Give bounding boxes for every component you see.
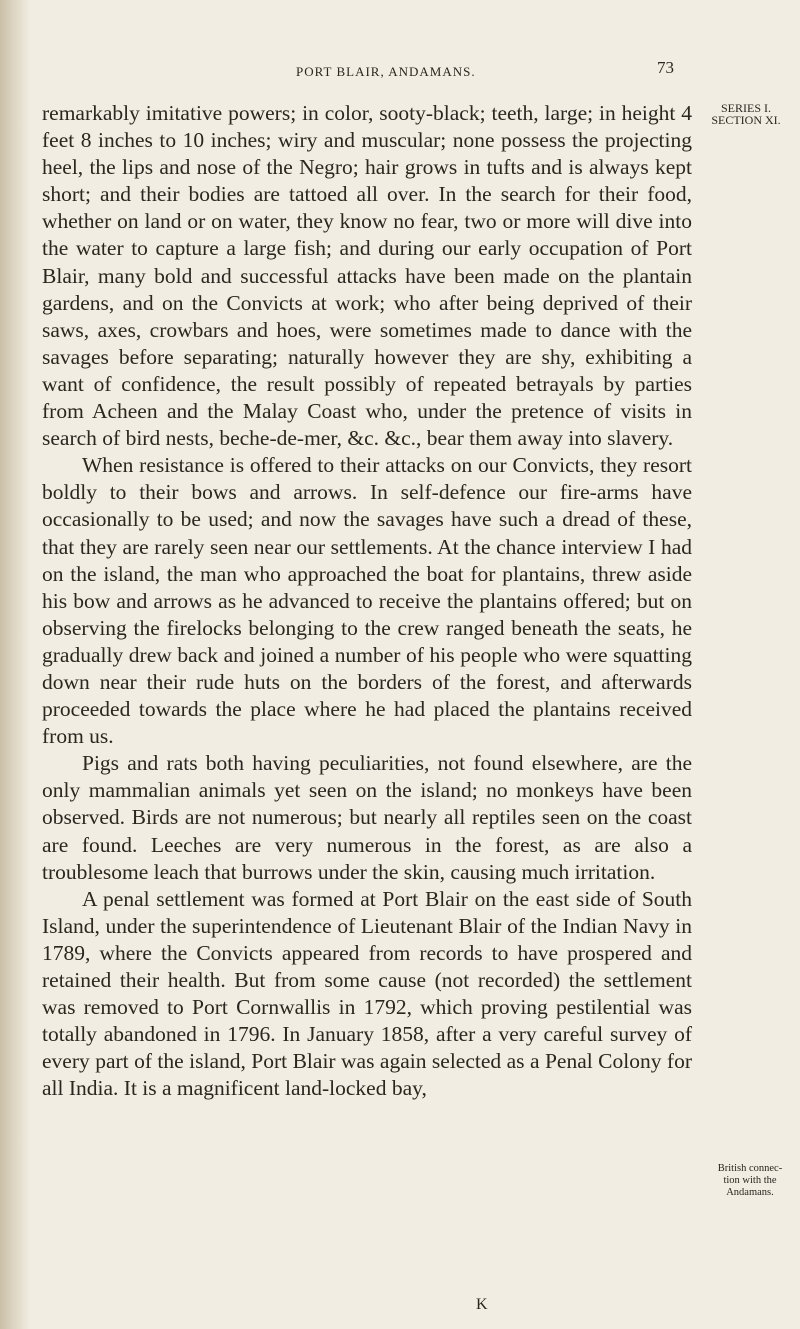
margin-note-line: SECTION XI. [711,113,781,127]
margin-note-series [698,102,794,126]
body-text [42,100,692,1102]
margin-note-line: SERIES I. [720,101,771,115]
binding-shadow [0,0,30,1329]
paragraph-1: remarkably imitative powers; in color, sooty-black; teeth, large; in height 4 feet 8 inches to 10 inches; wiry and muscular; none possess the projecting heel, the lips and nose of the Negro; hair grows in tufts and is always kept short; and their bodies are tattoed all over. In the search for their food, whether on land or on water, they know no fear, two or more will dive into the water to capture a large fish; and during our early occupation of Port Blair, many bold and successful attacks have been made on the plantain gardens, and on the Convicts at work; who after being deprived of their saws, axes, crowbars and hoes, were sometimes made to dance with the savages before separating; naturally however they are shy, exhibiting a want of confidence, the result possibly of repeated betrayals by parties from Acheen and the Malay Coast who, under the pretence of visits in search of bird nests, beche-de-mer, &c. &c., bear them away into slavery. [42,101,692,451]
paragraph-3: Pigs and rats both having peculiarities, not found elsewhere, are the only mammalian animals yet seen on the island; no monkeys have been observed. Birds are not numerous; but nearly all reptiles seen on the coast are found. Leeches are very numerous in the forest, as are also a troublesome leach that burrows under the skin, causing much irritation. [42,751,692,884]
margin-note-line: British connec- [717,1163,783,1174]
running-title: PORT BLAIR, ANDAMANS. [296,64,476,79]
margin-note-british [702,1163,798,1199]
margin-note-line: tion with the [723,1175,777,1186]
signature-mark: K [476,1296,488,1313]
margin-note-line: Andamans. [726,1187,774,1198]
paragraph-2: When resistance is offered to their attacks on our Convicts, they resort boldly to their bows and arrows. In self-defence our fire-arms have occasionally to be used; and now the savages have such a dread of these, that they are rarely seen near our settlements. At the chance interview I had on the island, the man who approached the boat for plantains, threw aside his bow and arrows as he advanced to receive the plantains offered; but on observing the firelocks belonging to the crew ranged beneath the seats, he gradually drew back and joined a number of his people who were squatting down near their rude huts on the borders of the forest, and afterwards proceeded towards the place where he had placed the plantains received from us. [42,453,692,749]
page-number: 73 [657,58,674,77]
paragraph-4: A penal settlement was formed at Port Blair on the east side of South Island, under the superintendence of Lieutenant Blair of the Indian Navy in 1789, where the Convicts appeared from records to have prospered and retained their health. But from some cause (not recorded) the settlement was removed to Port Cornwallis in 1792, which proving pestilential was totally abandoned in 1796. In January 1858, after a very careful survey of every part of the island, Port Blair was again selected as a Penal Colony for all India. It is a magnificent land-locked bay, [42,886,692,1101]
